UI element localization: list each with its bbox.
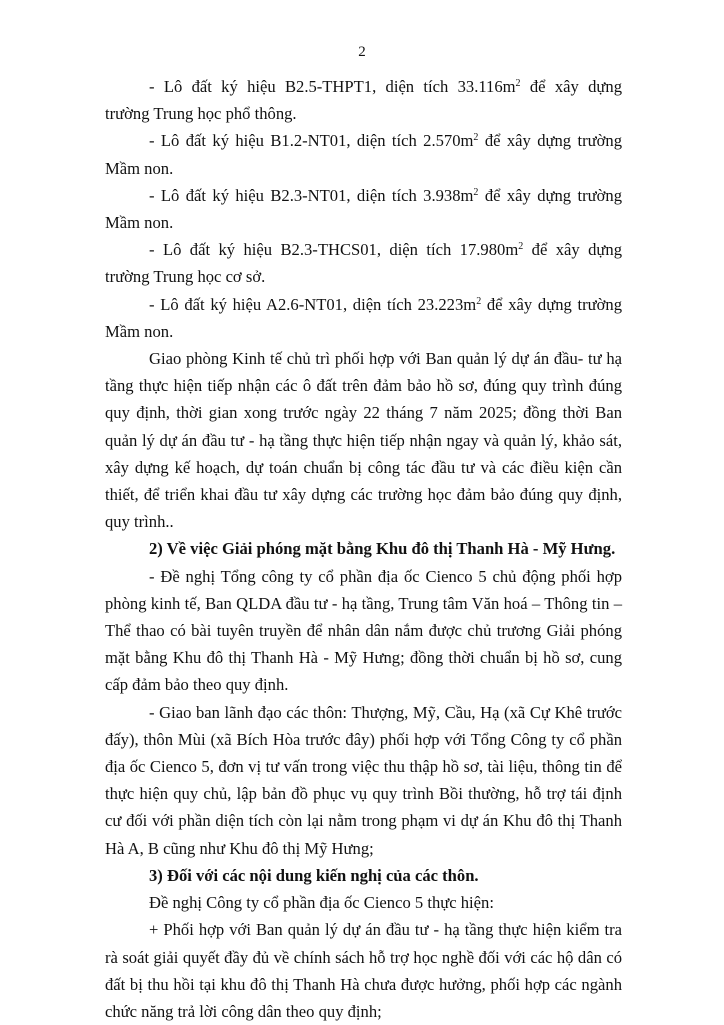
paragraph-giao-phong: Giao phòng Kinh tế chủ trì phối hợp với Ban quản lý dự án đầu- tư hạ tầng thực hiện tiếp nhận các ô đất trên đảm bảo hồ sơ, đúng quy trình đúng quy định, thời gian xong trước ngày 22 tháng 7 năm 2025; đồng thời Ban quản lý dự án đầu tư - hạ tầng thực hiện tiếp nhận ngay và quản lý, khảo sát, xây dựng kế hoạch, dự toán chuẩn bị công tác đầu tư và các điều kiện cần thiết, để triển khai đầu tư xây dựng các trường học đảm bảo đúng quy định, quy trình.. <box>105 349 622 532</box>
plot-item-continuation: Mầm non. <box>105 321 174 341</box>
paragraph-2b: - Giao ban lãnh đạo các thôn: Thượng, Mỹ, Cầu, Hạ (xã Cự Khê trước đấy), thôn Mùi (xã Bích Hòa trước đây) phối hợp với Tổng Công ty cổ phần địa ốc Cienco 5, đơn vị tư vấn trong việc thu thập hồ sơ, tài liệu, thông tin để thực hiện quy chủ, lập bản đồ phục vụ quy trình Bồi thường, hỗ trợ tái định cư đối với phần diện tích còn lại nằm trong phạm vi dự án Khu đô thị Thanh Hà A, B cũng như Khu đô thị Mỹ Hưng; <box>105 702 622 858</box>
plot-item-line: - Lô đất ký hiệu B1.2-NT01, diện tích $2.570m^2$ để xây dựng trường <box>149 131 622 151</box>
plot-item-continuation: trường Trung học cơ sở. <box>105 267 266 287</box>
paragraph-3b: + Phối hợp với Ban quản lý dự án đầu tư - hạ tầng thực hiện kiểm tra rà soát giải quyết đầy đủ về chính sách hỗ trợ học nghề đối với các hộ dân có đất bị thu hồi tại khu đô thị Thanh Hà chưa được hưởng, phối hợp các ngành chức năng trả lời công dân theo quy định; <box>105 920 622 1021</box>
paragraph-3a: Đề nghị Công ty cổ phần địa ốc Cienco 5 thực hiện: <box>149 893 494 913</box>
plot-item <box>105 236 622 290</box>
paragraph-2a: - Đề nghị Tổng công ty cổ phần địa ốc Cienco 5 chủ động phối hợp phòng kinh tế, Ban QLDA đầu tư - hạ tầng, Trung tâm Văn hoá – Thông tin – Thể thao có bài tuyên truyền để nhân dân nắm được chủ trương Giải phóng mặt bằng Khu đô thị Thanh Hà - Mỹ Hưng; đồng thời chuẩn bị hồ sơ, cung cấp đảm bảo theo quy định. <box>105 566 622 695</box>
section-heading-2: 2) Về việc Giải phóng mặt bằng Khu đô thị Thanh Hà - Mỹ Hưng. <box>149 539 616 559</box>
page-number: 2 <box>358 44 366 60</box>
plot-item-continuation: Mầm non. <box>105 213 174 233</box>
plot-item-line: - Lô đất ký hiệu B2.3-THCS01, diện tích $17.980m^2$ để xây dựng <box>149 240 622 260</box>
plot-item <box>105 182 622 236</box>
plot-item-line: - Lô đất ký hiệu B2.5-THPT1, diện tích $33.116m^2$ để xây dựng <box>149 77 622 96</box>
document-body <box>105 73 622 1025</box>
plot-item-continuation: trường Trung học phổ thông. <box>105 104 297 124</box>
plot-item <box>105 73 622 127</box>
plot-item <box>105 127 622 181</box>
section-heading-3: 3) Đối với các nội dung kiến nghị của các thôn. <box>149 865 479 885</box>
plot-item-line: - Lô đất ký hiệu A2.6-NT01, diện tích $23.223m^2$ để xây dựng trường <box>149 294 622 314</box>
plot-item-line: - Lô đất ký hiệu B2.3-NT01, diện tích $3.938m^2$ để xây dựng trường <box>149 185 622 205</box>
plot-item <box>105 291 622 345</box>
plot-item-continuation: Mầm non. <box>105 158 174 178</box>
